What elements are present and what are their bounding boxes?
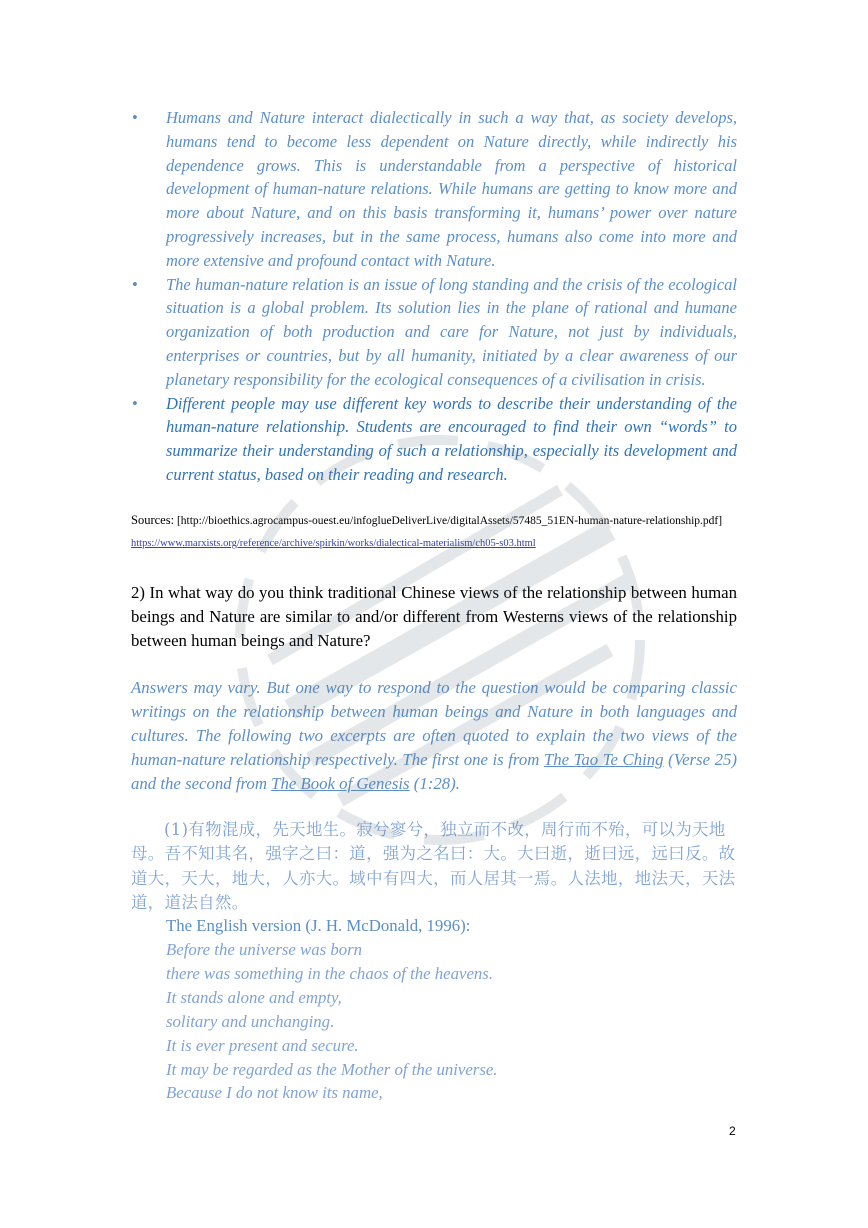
book-title-tao-te-ching: The Tao Te Ching xyxy=(543,750,664,769)
bullet-item xyxy=(130,392,737,487)
chinese-excerpt: (1)有物混成，先天地生。寂兮寥兮，独立而不改，周行而不殆，可以为天地母。吾不知其名，强字之曰：道，强为之名曰：大。大曰逝，逝曰远，远曰反。故道大，天大，地大，人亦大。域中有四大，而人居其一焉。人法地，地法天，天法道，道法自然。 xyxy=(131,820,736,913)
answer-paragraph xyxy=(131,676,737,796)
poem-line: solitary and unchanging. xyxy=(166,1011,335,1031)
bullet-text: Different people may use different key words to describe their understanding of the human-nature relationship. Students are encouraged to find their own “words” to summarize their understanding of such a relationship, especially its development and current status, based on their reading and research. xyxy=(166,393,737,484)
poem-line: It stands alone and empty, xyxy=(166,987,342,1007)
translation-poem xyxy=(166,938,498,1105)
page-number: 2 xyxy=(729,1124,736,1138)
english-version-label: The English version (J. H. McDonald, 1996): xyxy=(166,916,471,935)
poem-line: It may be regarded as the Mother of the universe. xyxy=(166,1059,498,1079)
answer-bullet-list xyxy=(130,106,737,487)
answer-text: (Verse 25) and the second from xyxy=(131,750,737,793)
bullet-icon: • xyxy=(132,393,138,413)
bullet-icon: • xyxy=(132,108,138,127)
poem-line: Because I do not know its name, xyxy=(166,1083,383,1103)
bullet-icon: • xyxy=(132,274,138,294)
bullet-item xyxy=(130,106,737,273)
sources-text: [http://bioethics.agrocampus-ouest.eu/infoglueDeliverLive/digitalAssets/57485_51EN-human-nature-relationship.pdf] xyxy=(174,515,723,527)
source-link[interactable]: https://www.marxists.org/reference/archive/spirkin/works/dialectical-materialism/ch05-s03.html xyxy=(131,538,536,549)
question-2: 2) In what way do you think traditional Chinese views of the relationship between human beings and Nature are similar to and/or different from Westerns views of the relationship between human beings and Nature? xyxy=(131,583,737,650)
sources-label: Sources: xyxy=(131,513,175,527)
poem-line: Before the universe was born xyxy=(166,940,363,959)
poem-line: there was something in the chaos of the heavens. xyxy=(166,963,494,983)
answer-text: Answers may vary. But one way to respond to the question would be comparing classic writings on the relationship between human beings and Nature in both languages and cultures. The following two excerpts are often quoted to explain the two views of the human-nature relationship respectively. The first one is from xyxy=(131,678,737,769)
book-title-genesis: The Book of Genesis xyxy=(271,774,410,793)
poem-line: It is ever present and secure. xyxy=(166,1035,359,1055)
bullet-text: Humans and Nature interact dialectically in such a way that, as society develops, humans tend to become less dependent on Nature directly, while indirectly his dependence grows. This is understandable from a perspective of historical development of human-nature relations. While humans are getting to know more and more about Nature, and on this basis transforming it, humans’ power over nature progressively increases, but in the same process, humans also come into more and more extensive and profound contact with Nature. xyxy=(166,108,737,270)
sources-line xyxy=(131,513,722,528)
bullet-text: The human-nature relation is an issue of long standing and the crisis of the ecological situation is a global problem. Its solution lies in the plane of rational and humane organization of both production and care for Nature, not just by individuals, enterprises or countries, but by all humanity, initiated by a clear awareness of our planetary responsibility for the ecological consequences of a civilisation in crisis. xyxy=(166,274,737,389)
bullet-item xyxy=(130,273,737,392)
answer-text: (1:28). xyxy=(409,774,460,793)
